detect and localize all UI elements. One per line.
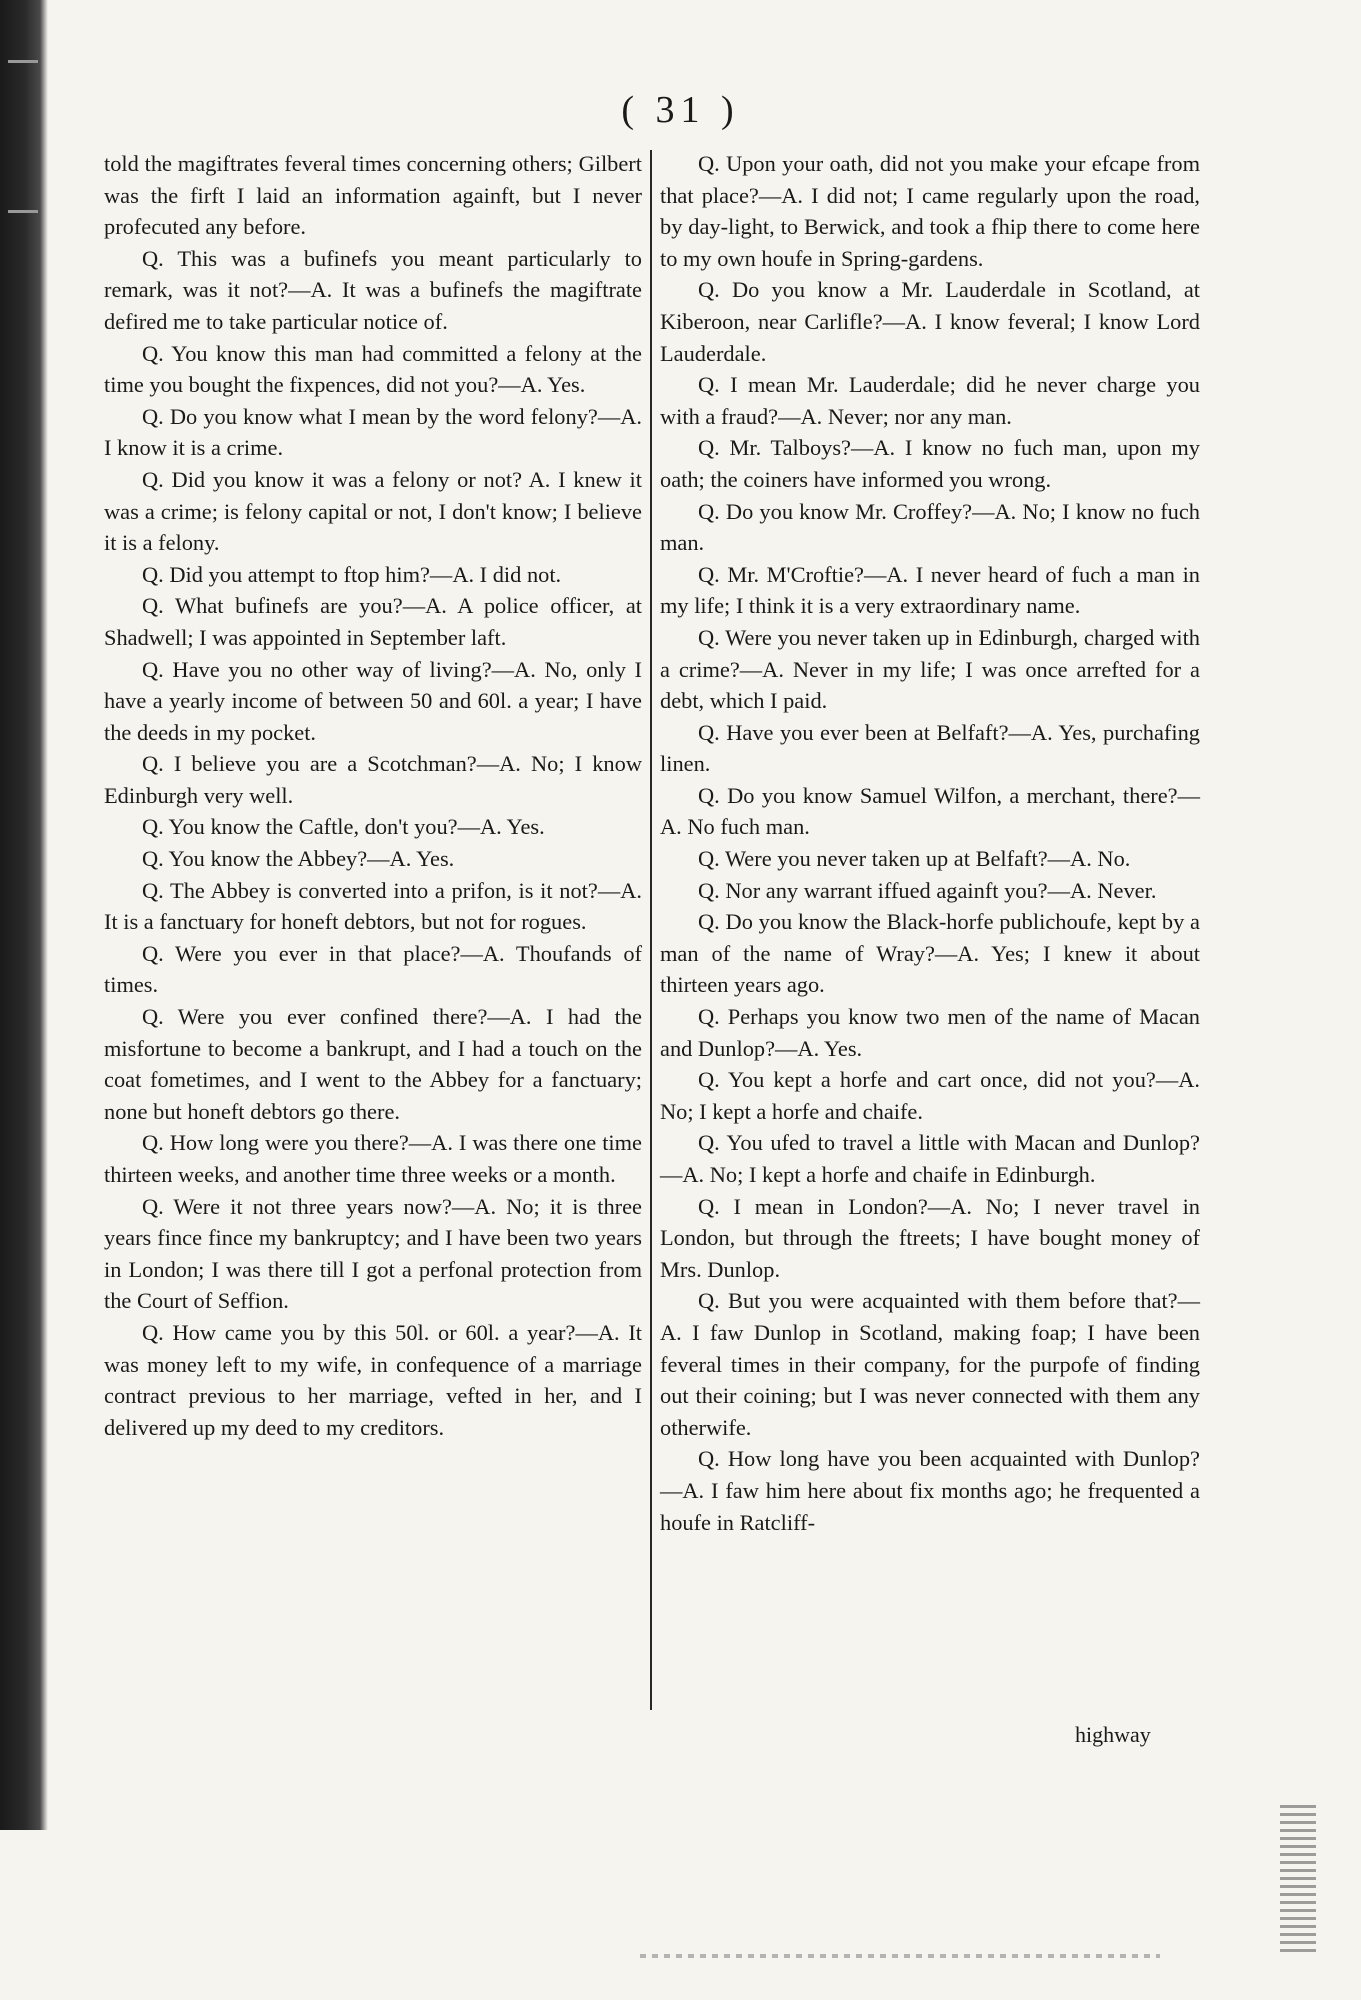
paragraph: Q. Were you ever in that place?—A. Thoufands of times. (104, 940, 642, 998)
paragraph: Q. This was a bufinefs you meant particularly to remark, was it not?—A. It was a bufinefs the magiftrate defired me to take particular notice of. (104, 245, 642, 334)
paragraph: Q. Perhaps you know two men of the name of Macan and Dunlop?—A. Yes. (660, 1004, 1200, 1061)
paragraph: Q. But you were acquainted with them before that?—A. I faw Dunlop in Scotland, making foap; I have been feveral times in their company, for the purpofe of finding out their coining; but I was never connected with them any otherwife. (660, 1288, 1200, 1440)
paragraph: Q. Were you never taken up in Edinburgh, charged with a crime?—A. Never in my life; I was once arrefted for a debt, which I paid. (660, 624, 1200, 714)
paragraph: Q. The Abbey is converted into a prifon, is it not?—A. It is a fanctuary for honeft debtors, but not for rogues. (104, 877, 642, 935)
paragraph: Q. Have you ever been at Belfaft?—A. Yes, purchafing linen. (660, 719, 1200, 777)
paragraph: Q. Nor any warrant iffued againft you?—A. Never. (698, 877, 1157, 903)
paragraph: Q. How came you by this 50l. or 60l. a year?—A. It was money left to my wife, in confequence of a marriage contract previous to her marriage, vefted in her, and I delivered up my deed to my creditors. (104, 1319, 642, 1440)
catchword: highway (1075, 1722, 1151, 1747)
paragraph: Q. You ufed to travel a little with Macan and Dunlop?—A. No; I kept a horfe and chaife in Edinburgh. (660, 1130, 1200, 1187)
paragraph: Q. Were you never taken up at Belfaft?—A. No. (698, 846, 1131, 872)
paragraph: Q. Do you know a Mr. Lauderdale in Scotland, at Kiberoon, near Carlifle?—A. I know feveral; I know Lord Lauderdale. (660, 277, 1200, 366)
paragraph: Q. Mr. M'Croftie?—A. I never heard of fuch a man in my life; I think it is a very extraordinary name. (660, 561, 1200, 619)
paragraph: Q. Do you know the Black-horfe publichoufe, kept by a man of the name of Wray?—A. Yes; I knew it about thirteen years ago. (660, 909, 1200, 998)
paragraph: Q. You know the Caftle, don't you?—A. Yes. (142, 814, 545, 840)
paragraph: Q. Were it not three years now?—A. No; it is three years fince fince my bankruptcy; and I have been two years in London; I was there till I got a perfonal protection from the Court of Seffion. (104, 1193, 642, 1314)
paragraph: Q. I mean in London?—A. No; I never travel in London, but through the ftreets; I have bought money of Mrs. Dunlop. (660, 1193, 1200, 1282)
column-divider (650, 150, 652, 1710)
page-number: ( 31 ) (621, 89, 740, 131)
paragraph: Q. Did you know it was a felony or not? A. I knew it was a crime; is felony capital or not, I don't know; I believe it is a felony. (104, 466, 642, 556)
paragraph: Q. Do you know Samuel Wilfon, a merchant, there?—A. No fuch man. (660, 782, 1200, 840)
paragraph: Q. Were you ever confined there?—A. I had the misfortune to become a bankrupt, and I had a touch on the coat fometimes, and I went to the Abbey for a fanctuary; none but honeft debtors go there. (104, 1004, 642, 1124)
paragraph: Q. How long have you been acquainted with Dunlop?—A. I faw him here about fix months ago; he frequented a houfe in Ratcliff- (660, 1446, 1200, 1535)
paragraph: Q. I mean Mr. Lauderdale; did he never charge you with a fraud?—A. Never; nor any man. (660, 372, 1200, 429)
paragraph: Q. You know the Abbey?—A. Yes. (142, 846, 455, 872)
left-column (104, 148, 642, 1443)
paragraph: Q. Have you no other way of living?—A. No, only I have a yearly income of between 50 and 60l. a year; I have the deeds in my pocket. (104, 656, 642, 745)
paragraph: told the magiftrates feveral times concerning others; Gilbert was the firft I laid an information againft, but I never profecuted any before. (104, 151, 642, 240)
right-column (660, 148, 1200, 1538)
paragraph: Q. You know this man had committed a felony at the time you bought the fixpences, did not you?—A. Yes. (104, 340, 642, 398)
paragraph: Q. How long were you there?—A. I was there one time thirteen weeks, and another time three weeks or a month. (104, 1130, 642, 1187)
paragraph: Q. Do you know what I mean by the word felony?—A. I know it is a crime. (104, 403, 642, 461)
page-edge-texture (1280, 1805, 1316, 1955)
paragraph: Q. Upon your oath, did not you make your efcape from that place?—A. I did not; I came regularly upon the road, by day-light, to Berwick, and took a fhip there to come here to my own houfe in Spring-gardens. (660, 151, 1200, 271)
bottom-margin-specks (640, 1954, 1160, 1958)
paragraph: Q. Mr. Talboys?—A. I know no fuch man, upon my oath; the coiners have informed you wrong. (660, 435, 1200, 492)
paragraph: Q. What bufinefs are you?—A. A police officer, at Shadwell; I was appointed in September laft. (104, 593, 642, 650)
paragraph: Q. I believe you are a Scotchman?—A. No; I know Edinburgh very well. (104, 751, 642, 808)
binding-mark (8, 210, 38, 213)
binding-edge (0, 0, 48, 1830)
binding-mark (8, 60, 38, 63)
paragraph: Q. Did you attempt to ftop him?—A. I did not. (142, 561, 562, 587)
paragraph: Q. Do you know Mr. Croffey?—A. No; I know no fuch man. (660, 498, 1200, 556)
paragraph: Q. You kept a horfe and cart once, did not you?—A. No; I kept a horfe and chaife. (660, 1067, 1200, 1124)
